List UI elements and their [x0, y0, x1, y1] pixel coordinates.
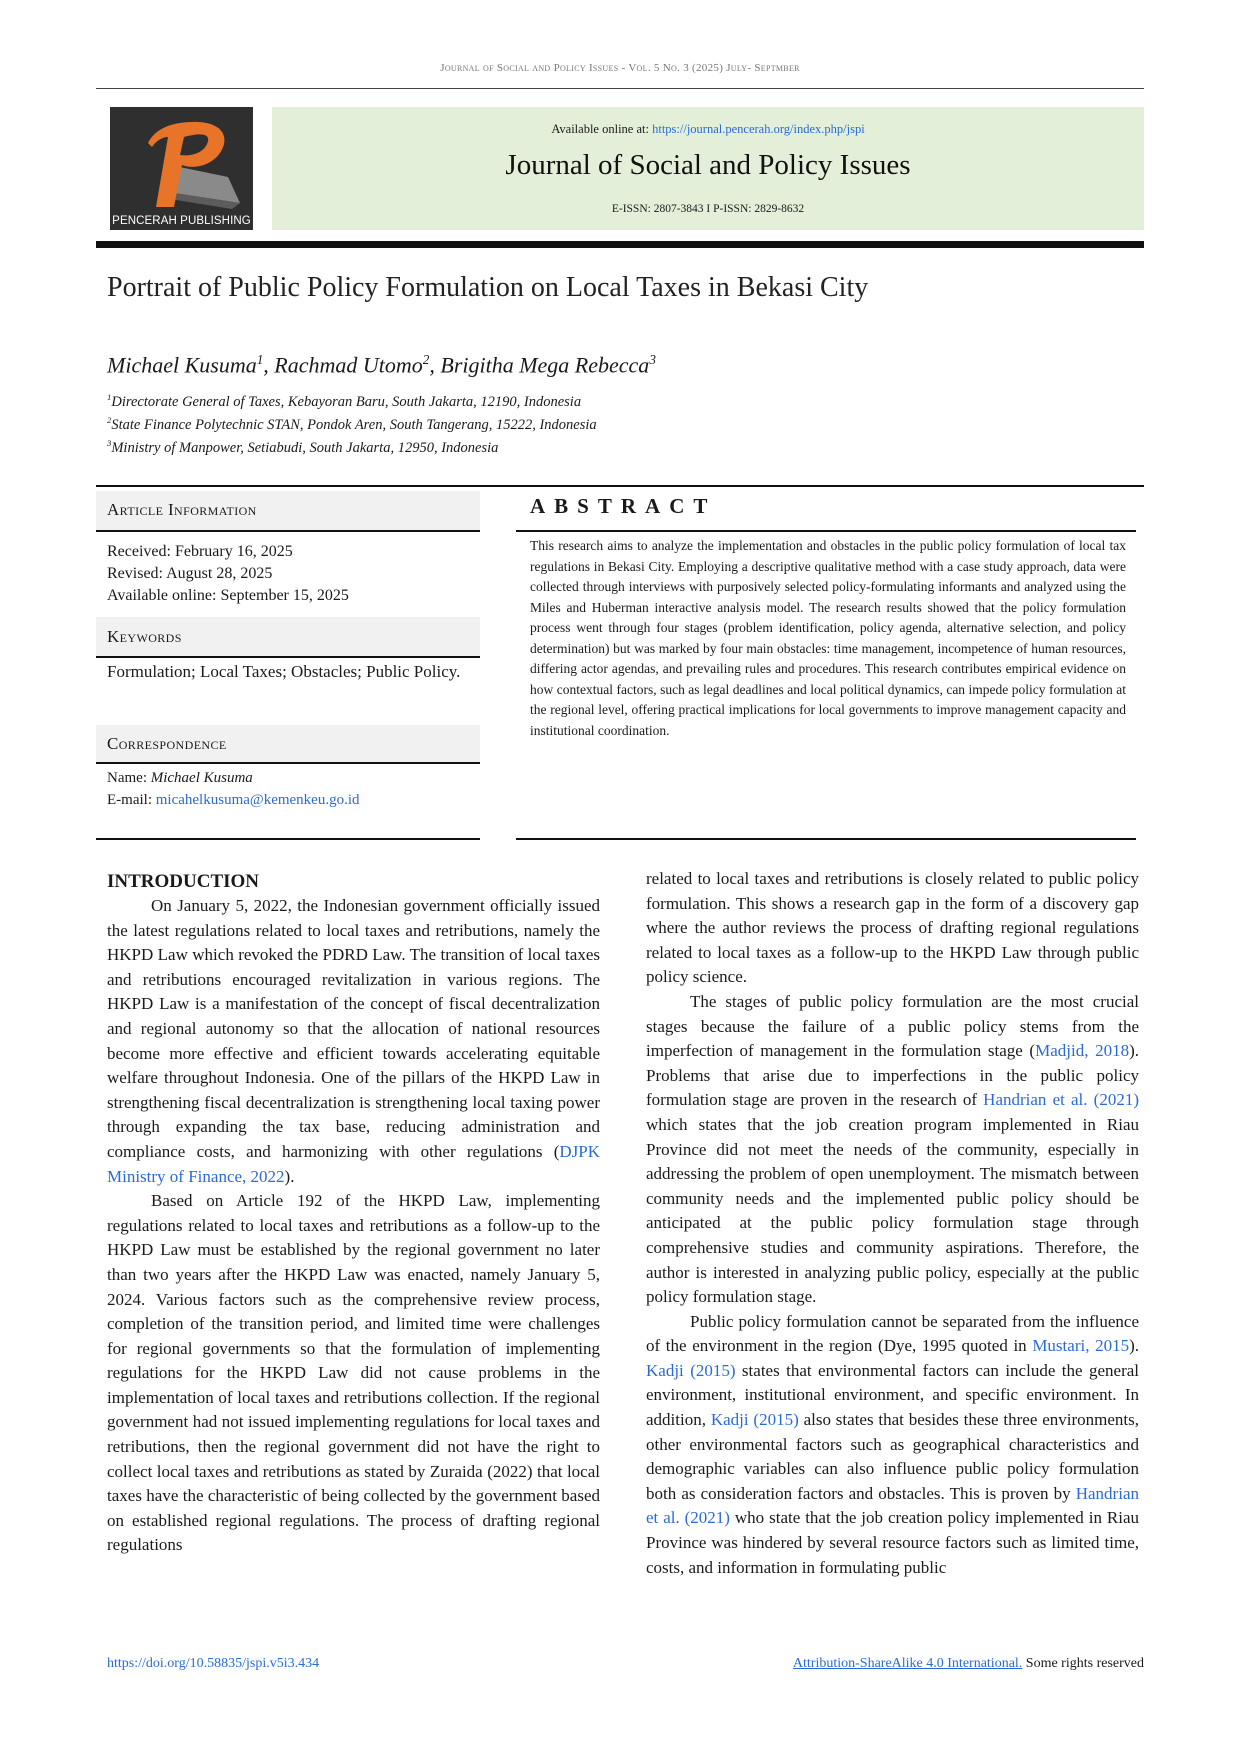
running-head: Journal of Social and Policy Issues - Vol. 5 No. 3 (2025) July- Septmber [440, 62, 800, 74]
affiliation [107, 415, 597, 434]
license-suffix: Some rights reserved [1022, 1656, 1144, 1671]
received-date: Received: February 16, 2025 [107, 543, 293, 560]
author-name: Michael Kusuma [107, 352, 257, 378]
email-link[interactable]: micahelkusuma@kemenkeu.go.id [155, 792, 360, 808]
affiliation-text: Directorate General of Taxes, Kebayoran Baru, South Jakarta, 12190, Indonesia [111, 393, 582, 410]
body-paragraph [646, 990, 1139, 1310]
journal-banner [272, 107, 1144, 230]
citation-link[interactable]: Handrian et al. (2021) [983, 1090, 1139, 1110]
abstract-rule [516, 530, 1136, 532]
header-divider [96, 88, 1144, 89]
paragraph-text: also states that besides these three environments, other environmental factors such as geographical characteristics and demographic variables can also influence public policy formulation both as consideration factors and obstacles. This is proven by [646, 1410, 1140, 1503]
author-list: Michael Kusuma$^1$, Rachmad Utomo$^2$, Brigitha Mega Rebecca$^3$ [107, 352, 656, 378]
correspondence-rule [96, 762, 480, 764]
keywords-text: Formulation; Local Taxes; Obstacles; Public Policy. [107, 662, 461, 681]
paragraph-text: On January 5, 2022, the Indonesian government officially issued the latest regulations related to local taxes and retributions, namely the HKPD Law which revoked the PDRD Law. The transition of local taxes and retributions encouraged revitalization in various regions. The HKPD Law is a manifestation of the concept of fiscal decentralization and regional autonomy so that the allocation of national resources become more effective and efficient towards accelerating equitable welfare throughout Indonesia. One of the pillars of the HKPD Law in strengthening fiscal decentralization is strengthening local taxing power through expanding the tax base, reducing administration and compliance costs, and harmonizing with other regulations ( [107, 896, 600, 1161]
author-name: Rachmad Utomo [274, 352, 423, 378]
affiliation-text: State Finance Polytechnic STAN, Pondok Aren, South Tangerang, 15222, Indonesia [111, 416, 597, 433]
affiliation-sup: 3 [107, 438, 112, 448]
article-info-rule [96, 530, 480, 532]
body-paragraph: related to local taxes and retributions is closely related to public policy formulation. This shows a research gap in the form of a discovery gap where the author reviews the process of drafting regional regulations related to local taxes as a follow-up to the HKPD Law through public policy science. [646, 869, 1139, 987]
paragraph-text: ). [1129, 1336, 1139, 1356]
header-thick-rule [96, 241, 1144, 248]
citation-link[interactable]: Madjid, 2018 [1035, 1041, 1130, 1061]
body-paragraph: Based on Article 192 of the HKPD Law, implementing regulations related to local taxes and retributions as a follow-up to the HKPD Law must be established by the regional government no later than two years after the HKPD Law was enacted, namely January 5, 2024. Various factors such as the comprehensive review process, completion of the transition period, and limited time were challenges for regional governments so that the formulation of implementing regulations for the HKPD Law did not cause problems in the implementation of local taxes and retributions collection. If the regional government had not issued implementing regulations for local taxes and retributions, then the regional government did not have the right to collect local taxes and retributions as stated by Zuraida (2022) that local taxes have the characteristic of being collected by the government based on established regional regulations. The process of drafting regional regulations [107, 1191, 600, 1555]
body-left-column [107, 870, 600, 1558]
paragraph-text: Public policy formulation cannot be separated from the influence of the environment in the region (Dye, 1995 quoted in [646, 1311, 1139, 1356]
name-label: Name: [107, 770, 151, 786]
correspondent-name: Michael Kusuma [150, 770, 253, 786]
correspondence-email [107, 792, 360, 809]
affiliation [107, 438, 498, 457]
affiliation-sup: 1 [107, 392, 112, 402]
license-line [793, 1656, 1144, 1672]
logo-text: PENCERAH PUBLISHING [112, 215, 251, 227]
author-sup: 2 [422, 352, 430, 367]
revised-date: Revised: August 28, 2025 [107, 565, 273, 582]
journal-url-link[interactable]: https://journal.pencerah.org/index.php/jspi [652, 122, 865, 136]
author-name: Brigitha Mega Rebecca [440, 352, 650, 378]
info-top-rule [96, 485, 1144, 487]
paper-title: Portrait of Public Policy Formulation on Local Taxes in Bekasi City [107, 272, 869, 303]
affiliation [107, 392, 581, 411]
doi-link[interactable]: https://doi.org/10.58835/jspi.v5i3.434 [107, 1656, 320, 1671]
correspondence-heading: Correspondence [107, 734, 227, 753]
correspondence-name [107, 770, 253, 787]
citation-link[interactable]: Mustari, 2015 [1032, 1336, 1130, 1356]
license-link[interactable]: Attribution-ShareAlike 4.0 International. [792, 1656, 1023, 1671]
citation-link[interactable]: DJPK Ministry of Finance, 2022 [107, 1141, 600, 1186]
issn: E-ISSN: 2807-3843 I P-ISSN: 2829-8632 [611, 203, 805, 215]
journal-title: Journal of Social and Policy Issues [505, 149, 911, 181]
abstract-heading: ABSTRACT [530, 494, 717, 518]
available-prefix: Available online at: [551, 122, 653, 136]
paragraph-text: who state that the job creation policy implemented in Riau Province was hindered by several resource factors such as limited time, costs, and information in formulating public [646, 1508, 1139, 1577]
paragraph-text: ). Problems that arise due to imperfections in the public policy formulation stage are proven in the research of [646, 1041, 1139, 1110]
body-right-column [646, 867, 1139, 1580]
author-sup: 3 [649, 352, 656, 367]
keywords-heading: Keywords [107, 627, 182, 646]
body-paragraph [107, 894, 600, 1189]
article-info-heading: Article Information [107, 500, 257, 519]
affiliation-sup: 2 [107, 415, 112, 425]
author-sup: 1 [256, 352, 264, 367]
citation-link[interactable]: Handrian et al. (2021) [646, 1483, 1139, 1528]
available-date: Available online: September 15, 2025 [107, 587, 349, 604]
paragraph-text: which states that the job creation program implemented in Riau Province did not meet the needs of the community, especially in addressing the problem of open unemployment. The mismatch between community needs and the implemented public policy should be anticipated at the public policy formulation stage through comprehensive studies and community aspirations. Therefore, the author is interested in analyzing public policy, especially at the public policy formulation stage. [646, 1114, 1139, 1307]
abstract-text: This research aims to analyze the implementation and obstacles in the public policy formulation of local tax regulations in Bekasi City. Employing a descriptive qualitative method with a case study approach, data were collected through interviews with purposively selected policy-formulating informants and analyzed using the Miles and Huberman interactive analysis model. The research results showed that the policy formulation process went through four stages (problem identification, policy agenda, alternative selection, and policy determination) but was marked by four main obstacles: time management, incompetence of human resources, differing actor agendas, and prevailing rules and procedures. This research contributes empirical evidence on how contextual factors, such as legal deadlines and local political dynamics, can impede policy formulation at the regional level, offering practical implications for local governments to improve management capacity and institutional coordination. [530, 538, 1126, 738]
logo-p-mark [110, 107, 253, 230]
keywords-rule [96, 656, 480, 658]
paragraph-text: states that environmental factors can include the general environment, institutional environment, and specific environment. In addition, [646, 1360, 1139, 1430]
affiliation-text: Ministry of Manpower, Setiabudi, South Jakarta, 12950, Indonesia [111, 439, 499, 456]
abstract-bottom-rule [516, 838, 1136, 840]
info-bottom-rule [96, 838, 480, 840]
email-label: E-mail: [107, 792, 156, 808]
paragraph-text: The stages of public policy formulation are the most crucial stages because the failure of a public policy stems from the imperfection of management in the formulation stage ( [646, 991, 1139, 1061]
publisher-logo [110, 107, 253, 230]
available-online [272, 122, 1144, 137]
body-paragraph [646, 1310, 1139, 1581]
citation-link[interactable]: Kadji (2015) [646, 1360, 736, 1380]
citation-link[interactable]: Kadji (2015) [710, 1410, 799, 1430]
introduction-heading: INTRODUCTION [107, 871, 260, 892]
paragraph-text: ). [284, 1166, 295, 1186]
